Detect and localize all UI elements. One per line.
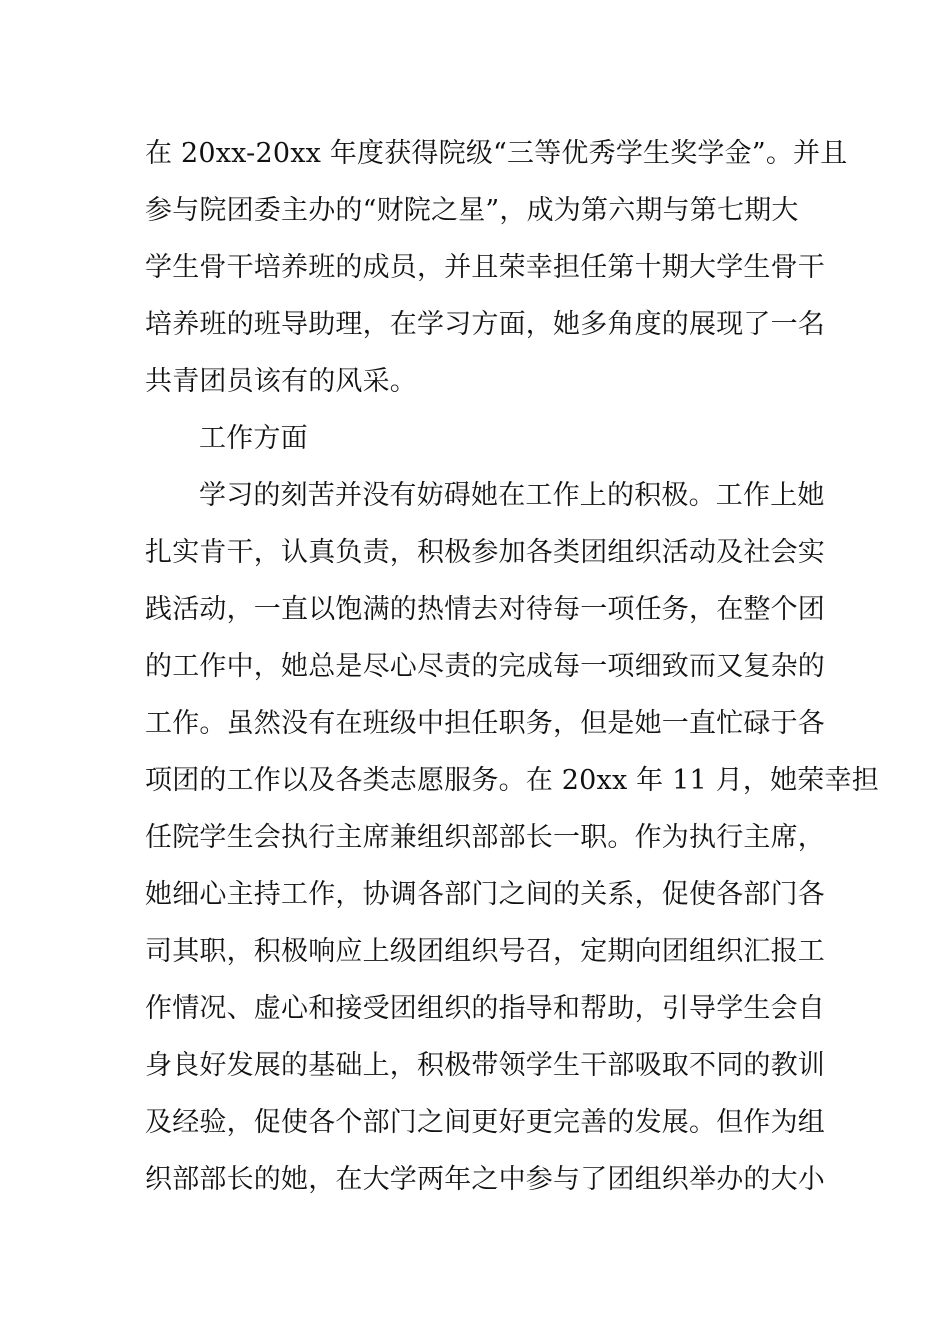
text-line: 的工作中，她总是尽心尽责的完成每一项细致而又复杂的	[145, 651, 825, 682]
text-line: 身良好发展的基础上，积极带领学生干部吸取不同的教训	[145, 1050, 825, 1081]
text-line: 织部部长的她，在大学两年之中参与了团组织举办的大小	[145, 1164, 825, 1195]
text-line: 工作。虽然没有在班级中担任职务，但是她一直忙碌于各	[145, 708, 825, 739]
text-line: 共青团员该有的风采。	[145, 366, 417, 397]
section-heading: 工作方面	[199, 423, 308, 454]
text-line: 任院学生会执行主席兼组织部部长一职。作为执行主席，	[145, 822, 825, 853]
text-line: 项团的工作以及各类志愿服务。在 20xx 年 11 月，她荣幸担	[145, 765, 879, 796]
text-line: 参与院团委主办的“财院之星”，成为第六期与第七期大	[145, 195, 799, 226]
text-line: 学习的刻苦并没有妨碍她在工作上的积极。工作上她	[199, 480, 825, 511]
text-line: 践活动，一直以饱满的热情去对待每一项任务，在整个团	[145, 594, 825, 625]
text-line: 扎实肯干，认真负责，积极参加各类团组织活动及社会实	[145, 537, 825, 568]
text-line: 培养班的班导助理，在学习方面，她多角度的展现了一名	[145, 309, 825, 340]
text-line: 及经验，促使各个部门之间更好更完善的发展。但作为组	[145, 1107, 825, 1138]
text-line: 学生骨干培养班的成员，并且荣幸担任第十期大学生骨干	[145, 252, 825, 283]
text-line: 司其职，积极响应上级团组织号召，定期向团组织汇报工	[145, 936, 825, 967]
text-line: 作情况、虚心和接受团组织的指导和帮助，引导学生会自	[145, 993, 825, 1024]
text-line: 在 20xx-20xx 年度获得院级“三等优秀学生奖学金”。并且	[145, 138, 848, 169]
text-line: 她细心主持工作，协调各部门之间的关系，促使各部门各	[145, 879, 825, 910]
